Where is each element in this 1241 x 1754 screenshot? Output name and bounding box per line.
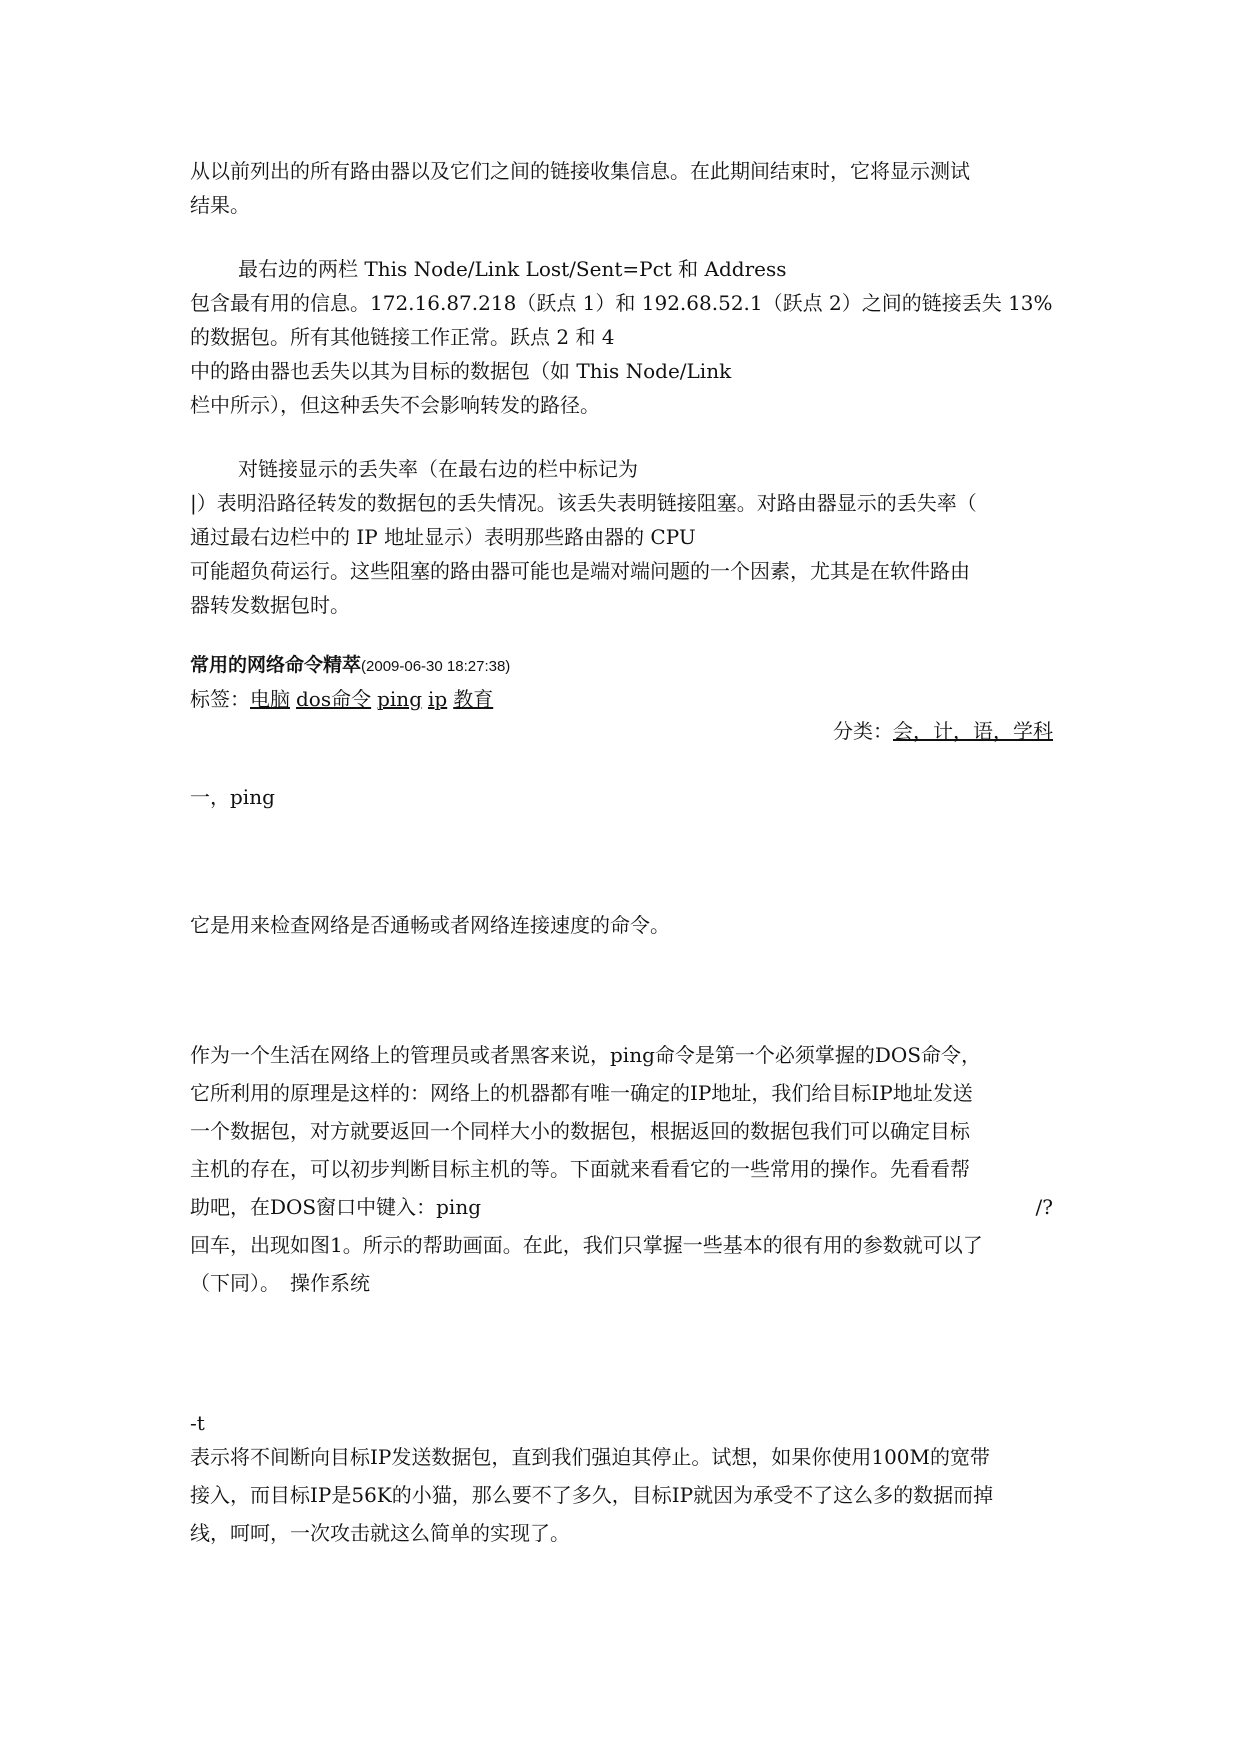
tag-link[interactable]: dos命令 <box>296 687 372 711</box>
text-line: 从以前列出的所有路由器以及它们之间的链接收集信息。在此期间结束时，它将显示测试 <box>190 159 970 183</box>
text-line: （下同）。 操作系统 <box>190 1271 370 1295</box>
article-timestamp: (2009-06-30 18:27:38) <box>361 658 511 675</box>
text-line-end: /? <box>1035 1195 1053 1219</box>
section-heading: 一，ping <box>190 785 275 809</box>
option-label: -t <box>190 1411 205 1435</box>
text-line: 作为一个生活在网络上的管理员或者黑客来说，ping命令是第一个必须掌握的DOS命令， <box>190 1043 982 1067</box>
text-line: 中的路由器也丢失以其为目标的数据包（如 This Node/Link <box>190 359 732 383</box>
text-line: 最右边的两栏 This Node/Link Lost/Sent=Pct 和 Address <box>238 257 787 281</box>
text-line: 器转发数据包时。 <box>190 593 350 617</box>
tag-link[interactable]: ping <box>377 687 422 711</box>
tags-label: 标签： <box>190 687 250 711</box>
text-line: 结果。 <box>190 193 250 217</box>
text-line: 栏中所示），但这种丢失不会影响转发的路径。 <box>190 393 600 417</box>
tag-link[interactable]: ip <box>428 687 448 711</box>
text-line: 对链接显示的丢失率（在最右边的栏中标记为 <box>238 457 638 481</box>
article-title: 常用的网络命令精萃 <box>190 654 362 676</box>
tag-link[interactable]: 教育 <box>453 687 494 711</box>
tag-link[interactable]: 电脑 <box>250 687 290 711</box>
text-line: 线，呵呵，一次攻击就这么简单的实现了。 <box>190 1521 570 1545</box>
text-line: |）表明沿路径转发的数据包的丢失情况。该丢失表明链接阻塞。对路由器显示的丢失率（ <box>190 491 977 515</box>
category-link[interactable]: 会，计，语，学科 <box>893 719 1053 743</box>
text-line: 表示将不间断向目标IP发送数据包，直到我们强迫其停止。试想，如果你使用100M的宽带 <box>190 1445 991 1469</box>
text-line: 包含最有用的信息。172.16.87.218（跃点 1）和 192.68.52.1（跃点 2）之间的链接丢失 13% <box>190 291 1053 315</box>
category-row <box>833 718 1053 744</box>
text-line: 通过最右边栏中的 IP 地址显示）表明那些路由器的 CPU <box>190 525 696 549</box>
intro-text: 它是用来检查网络是否通畅或者网络连接速度的命令。 <box>190 913 670 937</box>
category-label: 分类： <box>833 719 893 743</box>
text-line: 回车，出现如图1。所示的帮助画面。在此，我们只掌握一些基本的很有用的参数就可以了 <box>190 1233 983 1257</box>
tags-row <box>190 686 499 712</box>
text-line: 接入，而目标IP是56K的小猫，那么要不了多久，目标IP就因为承受不了这么多的数据而掉 <box>190 1483 994 1507</box>
article-header <box>190 652 510 680</box>
text-line: 主机的存在，可以初步判断目标主机的等。下面就来看看它的一些常用的操作。先看看帮 <box>190 1157 970 1181</box>
text-line: 可能超负荷运行。这些阻塞的路由器可能也是端对端问题的一个因素，尤其是在软件路由 <box>190 559 970 583</box>
text-line: 的数据包。所有其他链接工作正常。跃点 2 和 4 <box>190 325 615 349</box>
text-line: 它所利用的原理是这样的：网络上的机器都有唯一确定的IP地址，我们给目标IP地址发送 <box>190 1081 973 1105</box>
text-line: 一个数据包，对方就要返回一个同样大小的数据包，根据返回的数据包我们可以确定目标 <box>190 1119 970 1143</box>
text-line: 助吧，在DOS窗口中键入：ping <box>190 1195 482 1219</box>
